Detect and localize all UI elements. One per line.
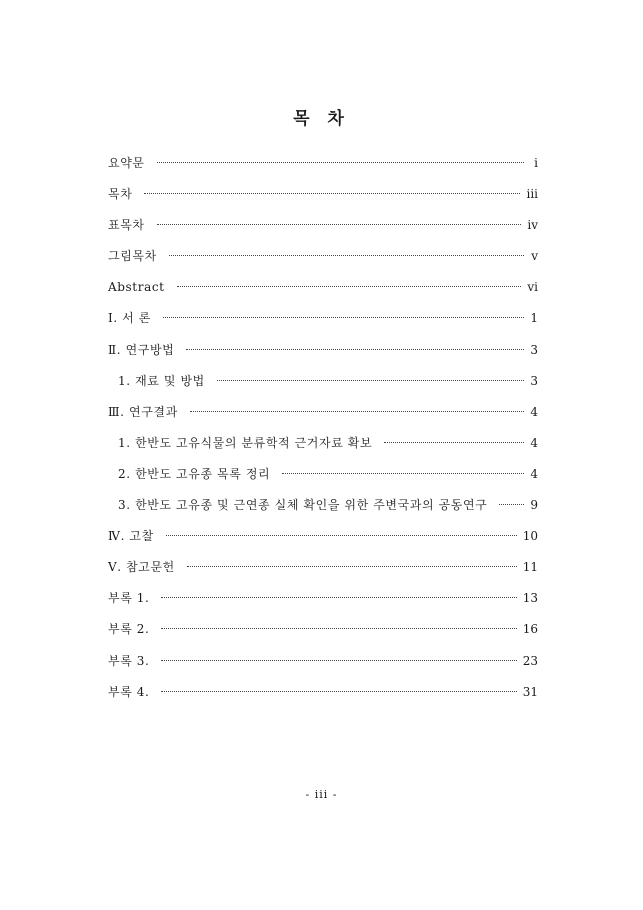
toc-entry-label: 부록 2. <box>108 622 150 637</box>
toc-leader-dots <box>163 317 524 318</box>
toc-entry-results <box>108 397 538 428</box>
toc-entry-discussion <box>108 521 538 552</box>
toc-entry-methods <box>108 335 538 366</box>
toc-entry-label: 부록 3. <box>108 653 150 668</box>
toc-leader-dots <box>499 504 524 505</box>
toc-entry-label: Ⅴ. 참고문헌 <box>108 560 175 575</box>
toc-entry-appendix-3 <box>108 646 538 677</box>
toc-leader-dots <box>161 597 516 598</box>
toc-entry-label: 표목차 <box>108 218 145 233</box>
toc-leader-dots <box>282 473 524 474</box>
toc-entry-label: 1. 한반도 고유식물의 분류학적 근거자료 확보 <box>118 435 373 450</box>
toc-leader-dots <box>161 628 516 629</box>
toc-leader-dots <box>384 442 524 443</box>
toc-entry-appendix-4 <box>108 677 538 708</box>
toc-entry-figure-list <box>108 241 538 272</box>
toc-entry-page: vi <box>527 280 538 295</box>
toc-entry-appendix-1 <box>108 583 538 614</box>
toc-entry-label: 1. 재료 및 방법 <box>118 373 205 388</box>
toc-entry-page: 16 <box>522 622 538 637</box>
toc-entry-page: 3 <box>530 342 538 357</box>
toc-entry-page: 9 <box>530 498 538 513</box>
toc-entry-page: 1 <box>530 311 538 326</box>
toc-entry-page: 10 <box>522 529 538 544</box>
toc-entry-page: 31 <box>522 684 538 699</box>
toc-entry-abstract <box>108 272 538 303</box>
toc-leader-dots <box>217 380 524 381</box>
page-title: 목 차 <box>293 109 350 129</box>
toc-leader-dots <box>177 286 522 287</box>
toc-leader-dots <box>161 691 516 692</box>
toc-leader-dots <box>157 162 524 163</box>
page-number-footer: - iii - <box>305 788 338 801</box>
toc-entry-page: 23 <box>522 653 538 668</box>
toc-entry-summary <box>108 148 538 179</box>
toc-entry-label: Ⅱ. 연구방법 <box>108 342 175 357</box>
toc-entry-results-1 <box>108 428 538 459</box>
toc-leader-dots <box>157 224 522 225</box>
toc-entry-introduction <box>108 303 538 334</box>
toc-entry-label: 그림목차 <box>108 249 157 264</box>
toc-entry-references <box>108 552 538 583</box>
toc-entry-page: iv <box>527 218 538 233</box>
toc-entry-results-2 <box>108 459 538 490</box>
toc-leader-dots <box>144 193 520 194</box>
toc-entry-page: i <box>534 156 538 170</box>
toc-leader-dots <box>190 411 524 412</box>
table-of-contents <box>108 148 538 708</box>
toc-entry-page: 4 <box>530 466 538 481</box>
toc-leader-dots <box>166 535 517 536</box>
toc-leader-dots <box>169 255 524 256</box>
toc-entry-contents <box>108 179 538 210</box>
toc-entry-label: 부록 4. <box>108 684 150 699</box>
toc-entry-page: 3 <box>530 373 538 388</box>
toc-entry-page: 11 <box>522 560 538 575</box>
toc-entry-label: Ⅲ. 연구결과 <box>108 404 178 419</box>
toc-entry-label: Ⅰ. 서 론 <box>108 311 151 326</box>
toc-entry-label: Abstract <box>108 280 165 295</box>
toc-entry-label: 부록 1. <box>108 591 150 606</box>
toc-entry-label: 요약문 <box>108 156 145 170</box>
toc-entry-label: 목차 <box>108 187 133 202</box>
toc-leader-dots <box>187 566 517 567</box>
toc-entry-page: iii <box>526 187 538 202</box>
toc-entry-results-3 <box>108 490 538 521</box>
toc-entry-page: 4 <box>530 435 538 450</box>
toc-entry-page: 4 <box>530 404 538 419</box>
toc-leader-dots <box>161 660 516 661</box>
toc-entry-page: 13 <box>522 591 538 606</box>
toc-entry-page: v <box>531 249 538 264</box>
toc-leader-dots <box>186 349 524 350</box>
toc-entry-label: Ⅳ. 고찰 <box>108 529 154 544</box>
toc-entry-appendix-2 <box>108 614 538 645</box>
toc-entry-table-list <box>108 210 538 241</box>
toc-entry-materials <box>108 366 538 397</box>
toc-entry-label: 3. 한반도 고유종 및 근연종 실체 확인을 위한 주변국과의 공동연구 <box>118 498 488 513</box>
toc-entry-label: 2. 한반도 고유종 목록 정리 <box>118 466 271 481</box>
